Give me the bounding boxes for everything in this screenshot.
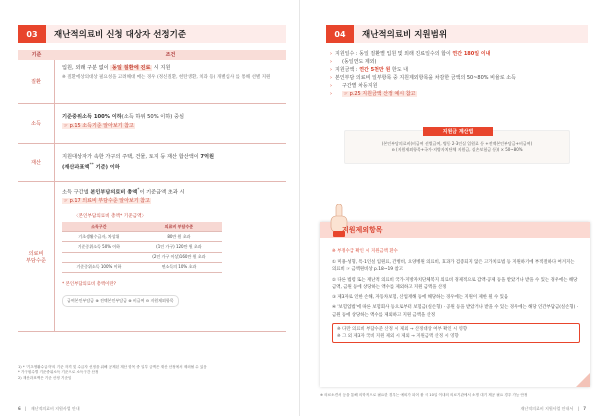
exclusion-subitems: ※ 다만 의료비 부담수준 산정 시 제외 → 산정대상 여부 확인 시 영향 ※ 그 외 제3자 국비 지원 제외 시 제외 → 지원금액 산정 시 영향 xyxy=(332,323,580,344)
section-title: 재난적의료비 신청 대상자 선정기준 xyxy=(54,30,187,40)
list-item: ② 다른 법령 또는 재난적 의료비 국가·지방자치단체복지 의료비 경제적으로 감액·공제 등을 받았거나 받을 수 있는 경우에는 해당 금액, 금원 등에 상당하는 액수를 제외하고 지원 금액을 산정 xyxy=(332,277,578,290)
coverage-bullets xyxy=(330,50,586,98)
exclusion-title: 지원제외항목 xyxy=(342,226,383,234)
calculation-box-title: 지원금 계산법 xyxy=(423,127,493,136)
section-04-header xyxy=(326,25,588,43)
row-label: 질환 xyxy=(18,60,55,103)
list-item: › 지원금액 : 연간 5천만 원 한도 내 xyxy=(330,66,586,74)
row-property xyxy=(18,144,286,182)
page-label: 재난적의료비 지원사업 안내 xyxy=(30,406,80,411)
section-number: 03 xyxy=(18,25,46,43)
exclusion-subnote: ※ 부정수급 확인 시 지원금액 환수 xyxy=(332,249,398,254)
row-label: 재산 xyxy=(18,144,55,181)
section-title: 재난적의료비 지원범위 xyxy=(362,30,448,40)
total-question: * 본인부담의료비 총액이란? xyxy=(62,281,116,287)
list-item: › (동일연도 제외) xyxy=(330,58,586,66)
property-condition: 지원대상자가 속한 가구의 주택, 건물, 토지 등 재산 합산액이 7억원 (재산과표액** 기준) 이하 xyxy=(62,154,215,171)
sub-table-title: 〈본인부담의료비 총액* 기준금액〉 xyxy=(74,214,147,220)
total-formula: 급여본인부담금 ⊕ 전액본인부담금 ⊕ 비급여 ⊖ 지원제외항목 xyxy=(62,295,179,307)
list-item: ③ 제3자로 인한 손해, 자동차보험, 산업재해 등에 해당하는 경우에는 지원이 제한 될 수 있음 xyxy=(332,295,509,301)
table-row: 기준중위소득 100% 이하 연소득의 10% 초과 xyxy=(62,262,222,272)
amount-ref-link[interactable]: ☞ p.25 지원금액 산정 예시 참고 xyxy=(343,91,416,97)
table-row: 기준중위소득 50% 이하 (1인 가구) 120만 원 초과 xyxy=(62,242,222,252)
section-number: 04 xyxy=(326,25,354,43)
list-item: ① 미용·성형, 특·1인실 입원료, 간병비, 요양병원 의료비, 효과가 검증되지 않은 고가치료법 등 지원하기에 부적절하다 여겨지는 의료비 ☞ 금액원비상 p.18~19 참고 xyxy=(332,260,575,273)
footnotes: 1) * '기초생활수급자'의 기준 자격 및 수급자 선정을 위해 공제된 재산 항목 중 일부 금액은 재산 산정에서 제외될 수 있음 * 가구원수별 기준중위소득 기준으로 소득구간 산정 2) 재산과표액은 기준 산정 기준임 xyxy=(18,365,207,380)
footnote: ※ 의료소견서 등을 통해 의학적으로 필요한 경우는 예외가 되어 불 시 10일 이내의 의료기관에서 소명 대기 제공 필요 경우 가능 안정 xyxy=(320,393,528,397)
list-item: › 본인부담 의료비 일부항목 중 지원제외항목을 차감한 금액의 50~80% 비율로 소득 xyxy=(330,74,586,82)
page-number: 6 xyxy=(18,406,21,411)
formula-line-1: (본인부담의료비(비급여 선별급여, 병동 2·3인실 입원료 등 +전액본인부담금+비급여) xyxy=(381,141,533,146)
list-item: › 지원일수 : 동일 질환별 입원 및 외래 진료일수의 합이 연간 180일 이내 xyxy=(330,50,586,58)
list-item: ④ '보험업법'에 따른 보험회사 등으로부터 보험금(실손형) · 공원 등을 받았거나 받을 수 있는 경우에는 해당 인간부담금(실손형) · 금원 등에 상당하는 액수를 제외하고 지원 금액을 산정 xyxy=(332,305,579,318)
table-row: (2인 가구 이상)160만 원 초과 xyxy=(62,252,222,262)
page-footer: 6 | 재난적의료비 지원사업 안내 xyxy=(18,406,80,411)
row-label: 의료비 부담수준 xyxy=(18,182,55,331)
exclusion-panel xyxy=(320,222,590,387)
row-income xyxy=(18,104,286,144)
calculation-box xyxy=(344,130,570,164)
formula-line-2: ⊖ (지원제외항목+국가·지방자치단체 지원금, 실손보험금 등)) × 50~80% xyxy=(391,147,523,153)
page-curl xyxy=(576,373,590,387)
criteria-table-header xyxy=(18,50,286,60)
row-label: 소득 xyxy=(18,104,55,143)
income-ref-link[interactable]: ☞ p.15 소득기준 알아보기 참고 xyxy=(63,123,134,130)
table-row: 기초생활수급자, 차상위 80만 원 초과 xyxy=(62,232,222,242)
col-criteria: 기준 xyxy=(31,52,42,58)
medical-ref-link[interactable]: ☞ p.17 의료비 부담수준 알아보기 참고 xyxy=(63,198,150,205)
exclusion-list xyxy=(332,259,580,343)
list-item: › 구간별 차등지원 xyxy=(330,82,586,90)
row-disease xyxy=(18,60,286,104)
row-medical-burden xyxy=(18,182,286,332)
disease-note: ※ 질환에상의대상 필요성을 고려해대 매는 경우 (정신질환, 헌탄생환, 치과 등) 개별심사 를 통해 선별 지원 xyxy=(62,75,271,81)
burden-table: 소득구간 의료비 부담수준 기초생활수급자, 차상위 80만 원 초과 기준중위소득 50% 이하 (1인 가구) 120만 원 초과 (2인 가구 이상)160만 원 초과 기준중위소득 100% 이하 연소득의 10% 초과 xyxy=(62,222,222,273)
income-condition: 기준중위소득 100% 이하(소득 하위 50% 이하) 중심 xyxy=(62,114,184,120)
col-conditions: 조건 xyxy=(165,52,176,58)
page-footer: 재난적의료비 지원사업 안내서 | 7 xyxy=(520,406,586,411)
right-page xyxy=(300,0,600,416)
disease-condition: 입원, 외래 구분 없이 동일 질환에 진료 시 지원 xyxy=(62,65,171,71)
medical-condition: 소득 구간별 본인부담의료비 총액*이 기준금액 초과 시 xyxy=(62,188,185,196)
page-label: 재난적의료비 지원사업 안내서 xyxy=(520,406,574,411)
page-number: 7 xyxy=(583,406,586,411)
section-03-header xyxy=(18,25,286,43)
